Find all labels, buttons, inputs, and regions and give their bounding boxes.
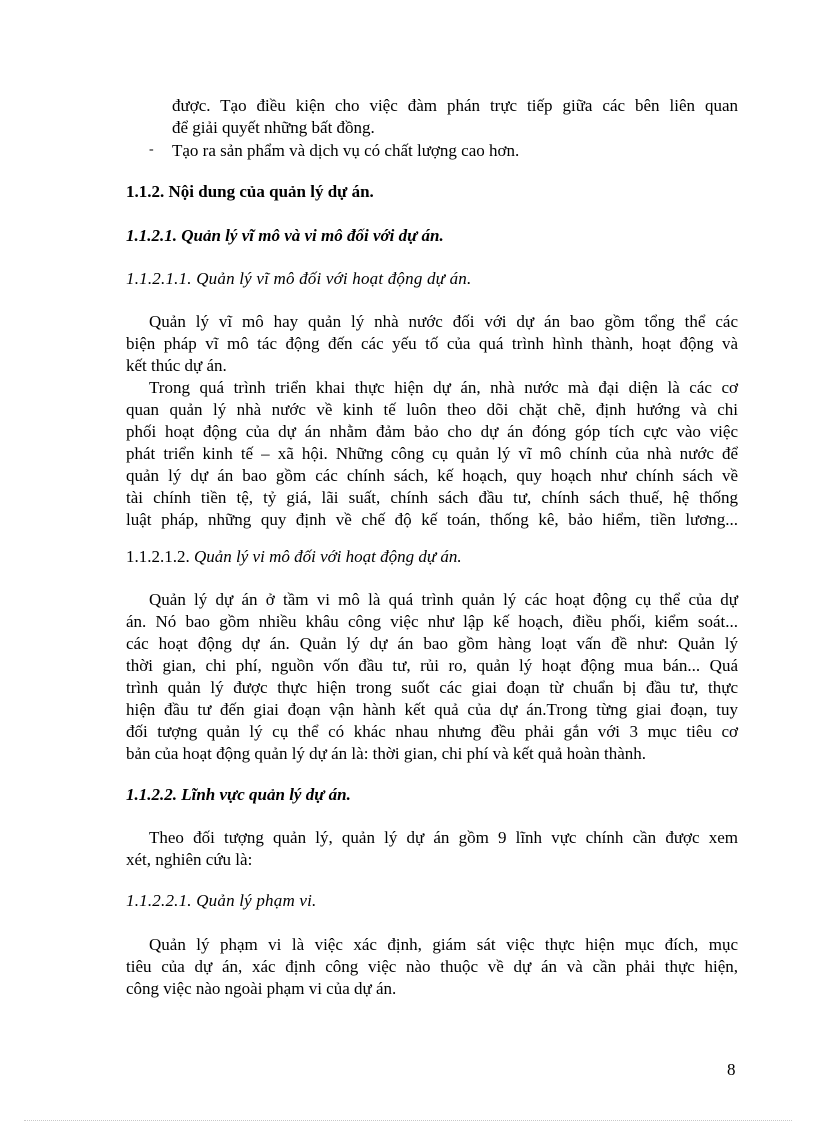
page-bottom-divider	[24, 1120, 792, 1121]
heading-1-1-2-2-1: 1.1.2.2.1. Quản lý phạm vi.	[126, 891, 317, 910]
para-macro-2-line-7: luật pháp, những quy định về chế độ kế toán, thống kê, bảo hiểm, tiền lương...	[126, 510, 738, 529]
heading-1-1-2-1-2	[126, 546, 462, 568]
page-number: 8	[727, 1060, 736, 1079]
heading-1-1-2-2: 1.1.2.2. Lĩnh vực quản lý dự án.	[126, 785, 351, 804]
para-micro-line-2: án. Nó bao gồm nhiều khâu công việc như lập kế hoạch, điều phối, kiểm soát...	[126, 612, 738, 631]
intro-line-2: để giải quyết những bất đồng.	[172, 118, 375, 137]
para-micro-line-7: đối tượng quản lý cụ thể có khác nhau nhưng đều phải gắn với 3 mục tiêu cơ	[126, 722, 738, 741]
para-macro-2-line-3: phối hoạt động của dự án nhằm đảm bảo cho dự án đóng góp tích cực vào việc	[126, 422, 738, 441]
heading-1-1-2-1-2-number: 1.1.2.1.2.	[126, 547, 190, 566]
heading-1-1-2: 1.1.2. Nội dung của quản lý dự án.	[126, 182, 374, 201]
para-micro-line-6: hiện đầu tư đến giai đoạn vận hành kết quả của dự án.Trong từng giai đoạn, tuy	[126, 700, 738, 719]
intro-line-1: được. Tạo điều kiện cho việc đàm phán trực tiếp giữa các bên liên quan	[172, 96, 738, 115]
para-macro-2-line-1: Trong quá trình triển khai thực hiện dự án, nhà nước mà đại diện là các cơ	[149, 378, 738, 397]
para-macro-2-line-5: quản lý dự án bao gồm các chính sách, kế hoạch, quy hoạch như chính sách về	[126, 466, 738, 485]
para-scope-line-1: Quản lý phạm vi là việc xác định, giám sát việc thực hiện mục đích, mục	[149, 935, 738, 954]
bullet-dash-icon: -	[149, 142, 154, 157]
para-micro-line-1: Quản lý dự án ở tầm vi mô là quá trình quản lý các hoạt động cụ thể của dự	[149, 590, 738, 609]
heading-1-1-2-1-1: 1.1.2.1.1. Quản lý vĩ mô đối với hoạt động dự án.	[126, 269, 472, 288]
para-fields-line-1: Theo đối tượng quản lý, quản lý dự án gồm 9 lĩnh vực chính cần được xem	[149, 828, 738, 847]
para-macro-1-line-1: Quản lý vĩ mô hay quản lý nhà nước đối với dự án bao gồm tổng thể các	[149, 312, 738, 331]
para-macro-1-line-3: kết thúc dự án.	[126, 356, 227, 375]
para-macro-1-line-2: biện pháp vĩ mô tác động đến các yếu tố của quá trình hình thành, hoạt động và	[126, 334, 738, 353]
bullet-text: Tạo ra sản phẩm và dịch vụ có chất lượng cao hơn.	[172, 141, 520, 160]
para-macro-2-line-4: phát triển kinh tế – xã hội. Những công cụ quản lý vĩ mô chính của nhà nước để	[126, 444, 738, 463]
para-micro-line-5: trình quản lý được thực hiện trong suốt các giai đoạn từ chuẩn bị đầu tư, thực	[126, 678, 738, 697]
para-scope-line-2: tiêu của dự án, xác định công việc nào thuộc về dự án và cần phải thực hiện,	[126, 957, 738, 976]
heading-1-1-2-1: 1.1.2.1. Quản lý vĩ mô và vi mô đối với dự án.	[126, 226, 444, 245]
para-micro-line-3: các hoạt động dự án. Quản lý dự án bao gồm hàng loạt vấn đề như: Quản lý	[126, 634, 738, 653]
para-macro-2-line-2: quan quản lý nhà nước về kinh tế luôn theo dõi chặt chẽ, định hướng và chi	[126, 400, 738, 419]
para-macro-2-line-6: tài chính tiền tệ, tỷ giá, lãi suất, chính sách đầu tư, chính sách thuế, hệ thống	[126, 488, 738, 507]
para-fields-line-2: xét, nghiên cứu là:	[126, 850, 253, 869]
para-micro-line-4: thời gian, chi phí, nguồn vốn đầu tư, rủi ro, quản lý hoạt động mua bán... Quá	[126, 656, 738, 675]
heading-1-1-2-1-2-text: Quản lý vi mô đối với hoạt động dự án.	[194, 547, 462, 566]
para-scope-line-3: công việc nào ngoài phạm vi của dự án.	[126, 979, 397, 998]
para-micro-line-8: bản của hoạt động quản lý dự án là: thời gian, chi phí và kết quả hoàn thành.	[126, 744, 647, 763]
